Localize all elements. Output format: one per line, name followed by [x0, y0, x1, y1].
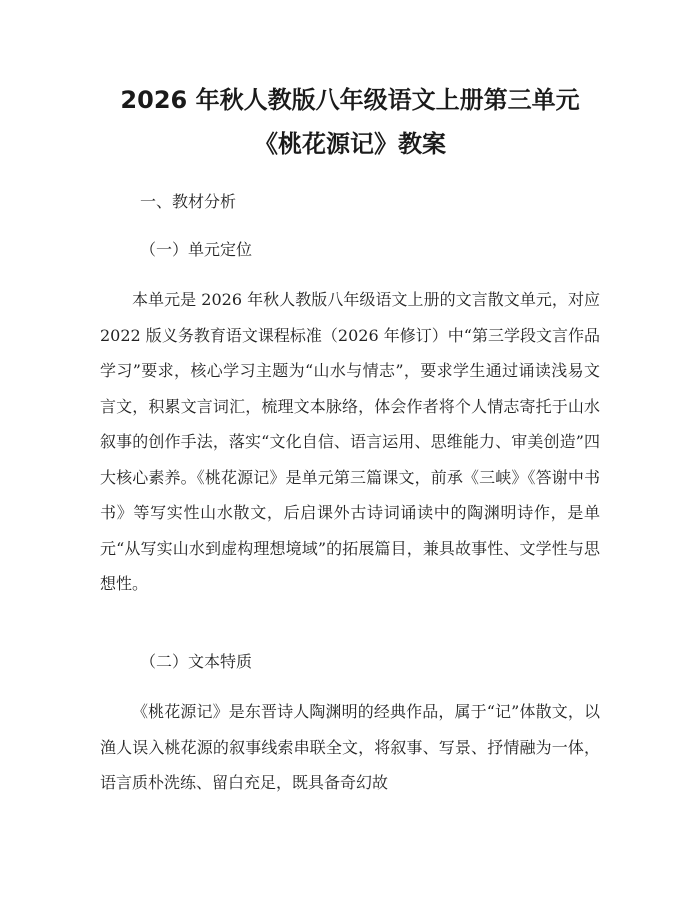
paragraph-unit-positioning: 本单元是 2026 年秋人教版八年级语文上册的文言散文单元，对应 2022 版义务教育语文课程标准（2026 年修订）中“第三学段文言作品学习”要求，核心学习主题为“山水与情志”，要求学生通过诵读浅易文言文，积累文言词汇，梳理文本脉络，体会作者将个人情志寄托于山水叙事的创作手法，落实“文化自信、语言运用、思维能力、审美创造”四大核心素养。《桃花源记》是单元第三篇课文，前承《三峡》《答谢中书书》等写实性山水散文，后启课外古诗词诵读中的陶渊明诗作，是单元“从写实山水到虚构理想境域”的拓展篇目，兼具故事性、文学性与思想性。: [100, 290, 600, 593]
subsection-heading-text-characteristics: （二）文本特质: [140, 652, 253, 671]
document-title-line-1: 2026 年秋人教版八年级语文上册第三单元: [120, 86, 580, 114]
section-heading-teaching-material-analysis: 一、教材分析: [140, 192, 237, 211]
paragraph-text-characteristics: 《桃花源记》是东晋诗人陶渊明的经典作品，属于“记”体散文，以渔人误入桃花源的叙事线索串联全文，将叙事、写景、抒情融为一体，语言质朴洗练、留白充足，既具备奇幻故: [100, 702, 600, 792]
subsection-heading-unit-positioning: （一）单元定位: [140, 240, 253, 259]
document-title-line-2: 《桃花源记》教案: [254, 130, 446, 158]
